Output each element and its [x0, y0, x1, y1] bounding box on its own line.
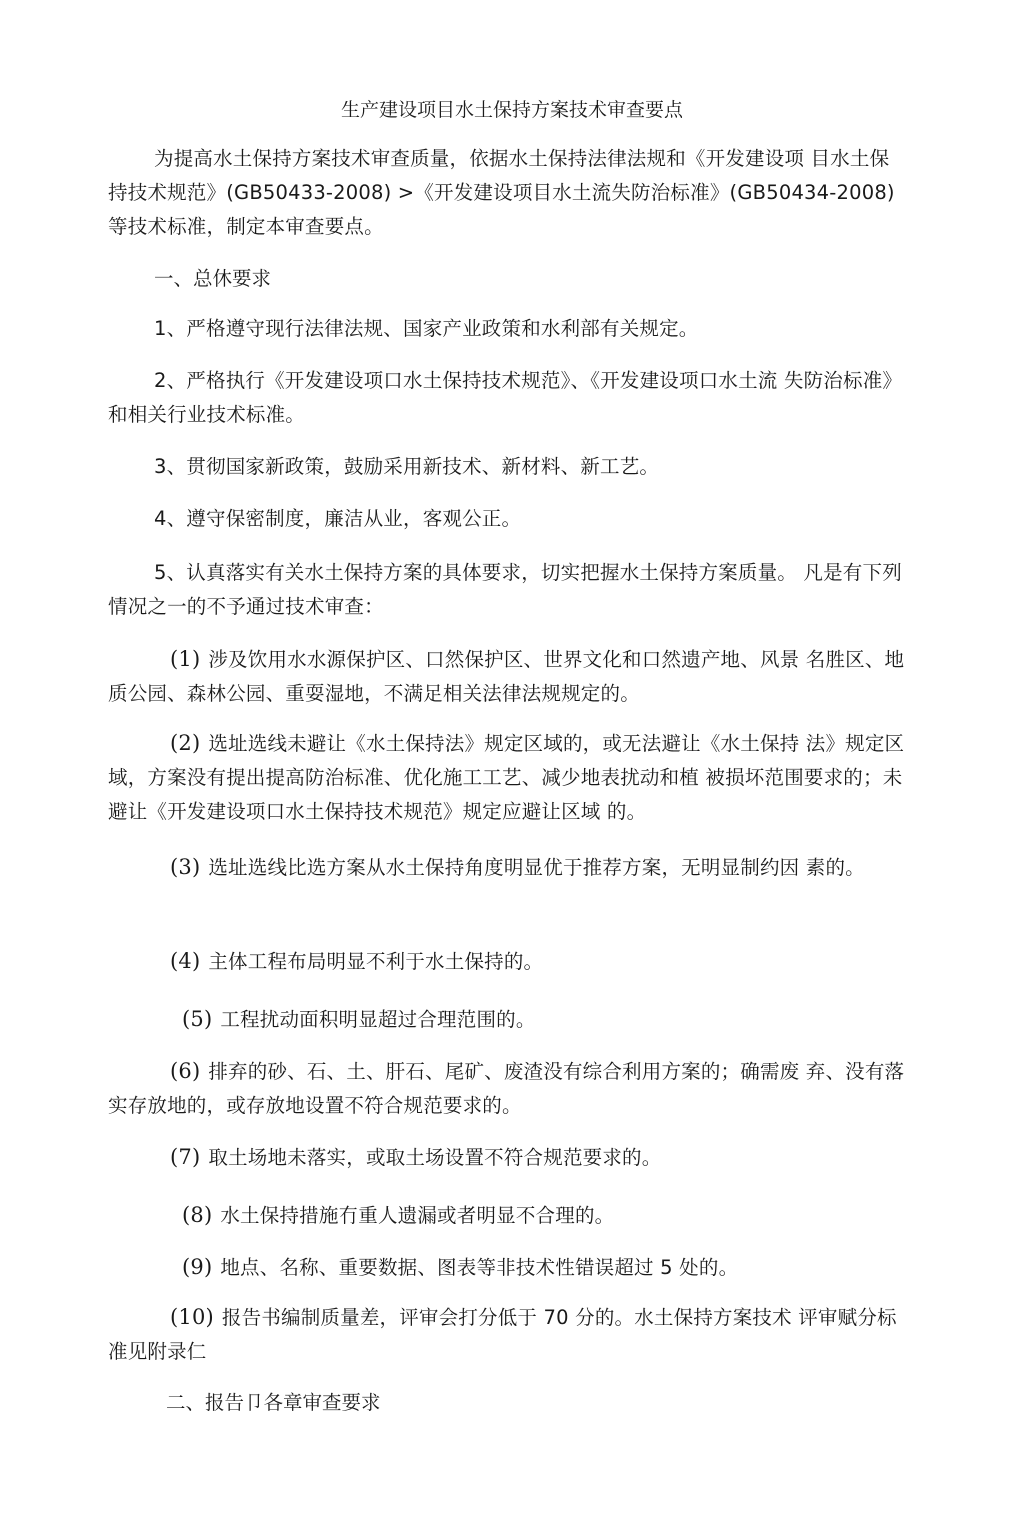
- rejection-criterion-2: [108, 726, 908, 829]
- criterion-number: (6): [170, 1059, 201, 1083]
- criterion-text: 选址选线未避让《水土保持法》规定区域的，或无法避让《水土保持 法》规定区域，方案没有提出提高防治标准、优化施工工艺、减少地表扰动和植 被损坏范围要求的；未避让《开发建设项口水土保持技术规范》规定应避让区域 的。: [108, 732, 905, 823]
- criterion-number: (1): [170, 647, 201, 671]
- rejection-criterion-8: [108, 1198, 908, 1233]
- criterion-number: (3): [170, 855, 201, 879]
- rejection-criterion-1: [108, 642, 908, 711]
- rejection-criterion-5: [108, 1002, 908, 1037]
- criterion-number: (2): [170, 731, 201, 755]
- criterion-text: 取土场地未落实，或取土场设置不符合规范要求的。: [208, 1146, 662, 1169]
- criterion-number: (4): [170, 949, 201, 973]
- criterion-number: (10): [170, 1305, 214, 1329]
- requirement-item-4: 4、遵守保密制度，廉洁从业，客观公正。: [154, 507, 522, 530]
- rejection-criterion-6: [108, 1054, 908, 1123]
- criterion-text: 地点、名称、重要数据、图表等非技术性错误超过 5 处的。: [220, 1256, 739, 1279]
- criterion-number: (9): [182, 1255, 213, 1279]
- requirement-item-1: 1、严格遵守现行法律法规、国家产业政策和水利部有关规定。: [154, 317, 699, 340]
- rejection-criterion-4: [108, 944, 908, 979]
- rejection-criterion-10: [108, 1300, 908, 1369]
- requirement-item-5: 5、认真落实有关水土保持方案的具体要求，切实把握水土保持方案质量。 凡是有下列情况之一的不予通过技术审查：: [108, 561, 902, 618]
- criterion-text: 工程扰动面积明显超过合理范围的。: [220, 1008, 536, 1031]
- criterion-number: (7): [170, 1145, 201, 1169]
- criterion-number: (8): [182, 1203, 213, 1227]
- intro-paragraph: 为提高水土保持方案技术审查质量，依据水土保持法律法规和《开发建设项 目水土保持技术规范》(GB50433-2008) >《开发建设项目水土流失防治标准》(GB50434-2008)等技术标准，制定本审查要点。: [108, 147, 895, 238]
- requirement-item-2: 2、严格执行《开发建设项口水土保持技术规范》、《开发建设项口水土流 失防治标准》和相关行业技术标准。: [108, 369, 903, 426]
- rejection-criterion-3: [108, 850, 908, 885]
- section-heading-report-chapters: 二、报告卩各章审查要求: [166, 1391, 381, 1414]
- criterion-text: 涉及饮用水水源保护区、口然保护区、世界文化和口然遗产地、风景 名胜区、地质公园、森林公园、重耍湿地，不满足相关法律法规规定的。: [108, 648, 905, 705]
- document-title: 生产建设项目水土保持方案技术审查要点: [340, 99, 683, 121]
- criterion-text: 选址选线比选方案从水土保持角度明显优于推荐方案，无明显制约因 素的。: [208, 856, 865, 879]
- criterion-text: 报告书编制质量差，评审会打分低于 70 分的。水土保持方案技术 评审赋分标准见附录仁: [108, 1306, 897, 1363]
- criterion-text: 水土保持措施冇重人遗漏或者明显不合理的。: [220, 1204, 615, 1227]
- criterion-number: (5): [182, 1007, 213, 1031]
- rejection-criterion-9: [108, 1250, 908, 1285]
- criterion-text: 排弃的砂、石、土、肝石、尾矿、废渣没有综合利用方案的；确需废 弃、没有落实存放地的，或存放地设置不符合规范要求的。: [108, 1060, 905, 1117]
- section-heading-general: 一、总休要求: [154, 267, 272, 290]
- rejection-criterion-7: [108, 1140, 908, 1175]
- criterion-text: 主体工程布局明显不利于水土保持的。: [208, 950, 544, 973]
- requirement-item-3: 3、贯彻国家新政策，鼓励采用新技术、新材料、新工艺。: [154, 455, 660, 478]
